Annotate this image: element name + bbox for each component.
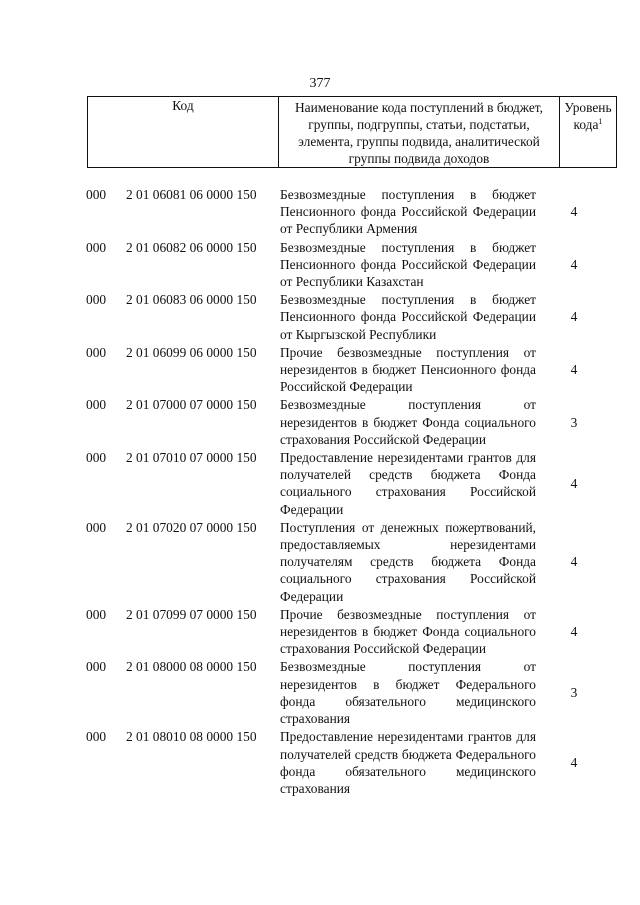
row-name: Прочие безвозмездные поступления от нерезидентов в бюджет Фонда социального страхования Российской Федерации — [280, 606, 536, 657]
row-prefix: 000 — [86, 239, 107, 255]
row-name: Безвозмездные поступления от нерезидентов в бюджет Фонда социального страхования Российской Федерации — [280, 397, 536, 447]
row-level: 4 — [570, 256, 578, 272]
row-name: Безвозмездные поступления от нерезидентов в бюджет Федерального фонда обязательного медицинского страхования — [280, 659, 536, 727]
header-level-footnote: 1 — [598, 117, 603, 126]
row-level: 4 — [570, 309, 578, 325]
row-prefix: 000 — [86, 659, 107, 675]
table-row — [86, 396, 606, 448]
header-level-cell — [560, 97, 617, 168]
row-prefix: 000 — [86, 187, 107, 202]
table-row — [86, 449, 606, 518]
table-row — [86, 239, 606, 291]
table-row — [86, 186, 606, 238]
row-level: 3 — [570, 414, 578, 430]
row-level: 4 — [570, 362, 578, 378]
row-level: 4 — [570, 624, 578, 640]
header-code: Код — [88, 97, 279, 168]
row-name: Предоставление нерезидентами грантов для получателей средств бюджета Фонда социального страхования Российской Федерации — [280, 450, 536, 517]
row-code: 2 01 07010 07 0000 150 — [126, 450, 257, 466]
header-name: Наименование кода поступлений в бюджет, группы, подгруппы, статьи, подстатьи, элемента, группы подвида, аналитической группы подвида доходов — [279, 97, 560, 168]
table-header — [87, 96, 617, 168]
row-name: Поступления от денежных пожертвований, предоставляемых нерезидентами получателям средств бюджета Фонда социального страхования Российской Федерации — [280, 519, 536, 604]
row-code: 2 01 07020 07 0000 150 — [126, 519, 257, 535]
table-row — [86, 291, 606, 343]
row-level: 4 — [570, 554, 578, 570]
table-body — [86, 186, 606, 798]
row-code: 2 01 06099 06 0000 150 — [126, 344, 257, 360]
row-name: Безвозмездные поступления в бюджет Пенсионного фонда Российской Федерации от Кыргызской Республики — [280, 292, 536, 342]
row-code: 2 01 06081 06 0000 150 — [126, 187, 257, 202]
row-level: 4 — [570, 755, 578, 771]
row-prefix: 000 — [86, 606, 107, 622]
row-code: 2 01 06082 06 0000 150 — [126, 239, 257, 255]
row-prefix: 000 — [86, 450, 107, 466]
row-prefix: 000 — [86, 519, 107, 535]
table-row — [86, 519, 606, 605]
row-level: 4 — [570, 475, 578, 491]
row-code: 2 01 07099 07 0000 150 — [126, 606, 257, 622]
table-row — [86, 344, 606, 396]
table-row — [86, 728, 606, 797]
row-name: Безвозмездные поступления в бюджет Пенсионного фонда Российской Федерации от Республики Казахстан — [280, 239, 536, 290]
row-name: Предоставление нерезидентами грантов для получателей средств бюджета Федерального фонда обязательного медицинского страхования — [280, 729, 536, 796]
row-prefix: 000 — [86, 397, 107, 413]
row-code: 2 01 06083 06 0000 150 — [126, 292, 257, 308]
row-code: 2 01 07000 07 0000 150 — [126, 397, 257, 413]
row-name: Безвозмездные поступления в бюджет Пенсионного фонда Российской Федерации от Республики Армения — [280, 187, 536, 237]
table-row — [86, 658, 606, 727]
row-level: 3 — [570, 685, 578, 701]
table-row — [86, 606, 606, 658]
row-prefix: 000 — [86, 344, 107, 360]
row-prefix: 000 — [86, 292, 107, 308]
row-code: 2 01 08010 08 0000 150 — [126, 729, 257, 745]
row-level: 4 — [570, 204, 578, 220]
header-level: Уровень кода — [564, 100, 612, 132]
row-code: 2 01 08000 08 0000 150 — [126, 659, 257, 675]
row-name: Прочие безвозмездные поступления от нерезидентов в бюджет Пенсионного фонда Российской Федерации — [280, 344, 536, 395]
page-number: 377 — [309, 76, 331, 91]
row-prefix: 000 — [86, 729, 107, 745]
